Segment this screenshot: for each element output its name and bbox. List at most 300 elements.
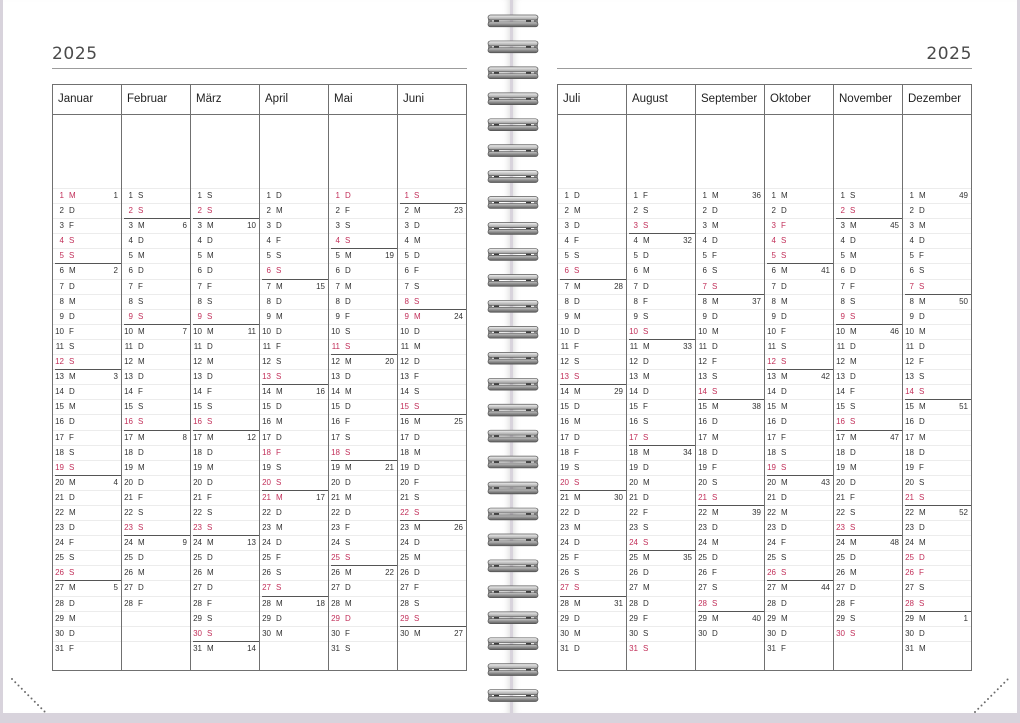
day-number: 18 xyxy=(124,447,133,457)
week-number: 36 xyxy=(752,191,761,200)
day-number: 6 xyxy=(266,266,271,276)
weekday-letter: D xyxy=(276,538,282,548)
day-row xyxy=(627,535,695,550)
day-number: 8 xyxy=(840,296,845,306)
day-row xyxy=(191,279,259,294)
weekday-letter: F xyxy=(414,372,419,382)
weekday-letter: S xyxy=(207,613,213,623)
day-row xyxy=(903,430,971,445)
day-row xyxy=(558,324,626,339)
weekday-letter: S xyxy=(850,296,856,306)
day-number: 26 xyxy=(698,568,707,578)
day-row xyxy=(53,550,121,565)
day-number: 17 xyxy=(400,432,409,442)
day-number: 23 xyxy=(331,523,340,533)
week-number: 32 xyxy=(683,236,692,246)
day-list xyxy=(53,188,121,656)
day-row xyxy=(329,188,397,203)
day-number: 13 xyxy=(560,372,569,382)
day-number: 4 xyxy=(59,236,64,246)
day-number: 30 xyxy=(262,628,271,638)
day-number: 20 xyxy=(400,477,409,487)
day-list xyxy=(696,188,764,656)
day-row xyxy=(398,611,466,626)
weekday-letter: M xyxy=(574,492,581,502)
day-number: 14 xyxy=(262,387,271,397)
day-row xyxy=(122,203,190,218)
weekday-letter: M xyxy=(414,236,421,246)
day-number: 18 xyxy=(262,447,271,457)
day-number: 26 xyxy=(560,568,569,578)
weekday-letter: S xyxy=(138,311,144,321)
day-number: 8 xyxy=(404,296,409,306)
day-number: 10 xyxy=(560,326,569,336)
day-row xyxy=(329,430,397,445)
day-number: 12 xyxy=(400,357,409,367)
day-row xyxy=(834,460,902,475)
day-row xyxy=(260,309,328,324)
day-row xyxy=(122,414,190,429)
day-row xyxy=(627,384,695,399)
day-row xyxy=(329,505,397,520)
day-number: 30 xyxy=(560,628,569,638)
weekday-letter: D xyxy=(414,462,420,472)
notes-area xyxy=(696,115,764,188)
day-row xyxy=(765,309,833,324)
weekday-letter: S xyxy=(850,311,856,321)
day-number: 6 xyxy=(128,266,133,276)
weekday-letter: S xyxy=(643,417,649,427)
day-row xyxy=(627,339,695,354)
weekday-letter: M xyxy=(414,206,421,216)
day-row xyxy=(398,430,466,445)
day-row xyxy=(903,445,971,460)
day-number: 21 xyxy=(331,492,340,502)
day-row xyxy=(765,188,833,203)
day-row xyxy=(191,354,259,369)
day-row xyxy=(558,339,626,354)
week-number: 51 xyxy=(959,402,968,412)
weekday-letter: F xyxy=(781,538,786,548)
day-number: 21 xyxy=(629,492,638,502)
day-number: 9 xyxy=(702,311,707,321)
day-number: 22 xyxy=(331,507,340,517)
week-number: 10 xyxy=(247,221,256,231)
day-row xyxy=(696,248,764,263)
day-row xyxy=(398,309,466,324)
day-row xyxy=(191,460,259,475)
day-row xyxy=(191,430,259,445)
month-header: Februar xyxy=(122,85,190,115)
day-number: 19 xyxy=(400,462,409,472)
day-number: 28 xyxy=(836,598,845,608)
day-number: 8 xyxy=(633,296,638,306)
weekday-letter: S xyxy=(276,372,282,382)
day-row xyxy=(398,248,466,263)
weekday-letter: S xyxy=(345,447,351,457)
day-row xyxy=(122,279,190,294)
day-number: 8 xyxy=(266,296,271,306)
day-row xyxy=(558,414,626,429)
day-row xyxy=(696,535,764,550)
day-number: 2 xyxy=(335,206,340,216)
weekday-letter: S xyxy=(919,387,925,397)
day-row xyxy=(191,475,259,490)
day-number: 10 xyxy=(400,326,409,336)
weekday-letter: M xyxy=(643,553,650,563)
weekday-letter: M xyxy=(138,462,145,472)
weekday-letter: D xyxy=(643,598,649,608)
weekday-letter: S xyxy=(643,538,649,548)
weekday-letter: M xyxy=(276,492,283,502)
weekday-letter: M xyxy=(345,568,352,578)
day-row xyxy=(834,430,902,445)
empty-row xyxy=(398,641,466,656)
weekday-letter: D xyxy=(712,628,718,638)
month-column-juni xyxy=(397,85,466,670)
day-row xyxy=(627,279,695,294)
week-number: 27 xyxy=(454,628,463,638)
day-row xyxy=(191,369,259,384)
weekday-letter: D xyxy=(781,311,787,321)
weekday-letter: D xyxy=(207,266,213,276)
day-row xyxy=(558,520,626,535)
day-row xyxy=(398,505,466,520)
day-row xyxy=(122,188,190,203)
day-number: 8 xyxy=(909,296,914,306)
day-number: 9 xyxy=(335,311,340,321)
day-number: 22 xyxy=(629,507,638,517)
day-row xyxy=(260,475,328,490)
day-number: 20 xyxy=(698,477,707,487)
day-number: 19 xyxy=(560,462,569,472)
day-row xyxy=(627,414,695,429)
day-row xyxy=(558,233,626,248)
weekday-letter: D xyxy=(69,387,75,397)
weekday-letter: D xyxy=(345,402,351,412)
weekday-letter: D xyxy=(345,613,351,623)
day-row xyxy=(398,324,466,339)
day-number: 11 xyxy=(124,341,133,351)
day-row xyxy=(260,430,328,445)
weekday-letter: M xyxy=(414,553,421,563)
week-number: 40 xyxy=(752,613,761,623)
half-year-calendar-table xyxy=(52,84,467,671)
day-number: 26 xyxy=(124,568,133,578)
day-number: 31 xyxy=(560,643,569,653)
weekday-letter: S xyxy=(138,523,144,533)
day-number: 25 xyxy=(262,553,271,563)
day-number: 15 xyxy=(55,402,64,412)
day-number: 8 xyxy=(335,296,340,306)
day-number: 12 xyxy=(767,357,776,367)
day-row xyxy=(834,535,902,550)
day-row xyxy=(53,324,121,339)
day-list xyxy=(834,188,902,656)
weekday-letter: D xyxy=(414,251,420,261)
weekday-letter: M xyxy=(414,628,421,638)
weekday-letter: M xyxy=(712,326,719,336)
weekday-letter: D xyxy=(207,236,213,246)
day-number: 1 xyxy=(404,191,409,200)
weekday-letter: S xyxy=(643,221,649,231)
weekday-letter: D xyxy=(414,432,420,442)
day-number: 14 xyxy=(560,387,569,397)
weekday-letter: M xyxy=(574,523,581,533)
day-row xyxy=(329,233,397,248)
weekday-letter: M xyxy=(69,477,76,487)
day-number: 26 xyxy=(836,568,845,578)
day-row xyxy=(191,611,259,626)
weekday-letter: F xyxy=(414,266,419,276)
weekday-letter: S xyxy=(276,266,282,276)
day-number: 7 xyxy=(59,281,64,291)
day-row xyxy=(558,626,626,641)
day-number: 12 xyxy=(905,357,914,367)
weekday-letter: D xyxy=(919,417,925,427)
week-number: 25 xyxy=(454,417,463,427)
day-row xyxy=(627,611,695,626)
day-row xyxy=(903,460,971,475)
weekday-letter: S xyxy=(138,417,144,427)
week-number: 18 xyxy=(316,598,325,608)
weekday-letter: D xyxy=(69,311,75,321)
week-number: 14 xyxy=(247,643,256,653)
day-row xyxy=(122,218,190,233)
day-row xyxy=(260,414,328,429)
empty-row xyxy=(260,641,328,656)
day-number: 14 xyxy=(905,387,914,397)
day-row xyxy=(122,490,190,505)
day-row xyxy=(627,218,695,233)
weekday-letter: D xyxy=(919,447,925,457)
weekday-letter: D xyxy=(207,583,213,593)
weekday-letter: M xyxy=(850,432,857,442)
day-row xyxy=(260,580,328,595)
week-number: 29 xyxy=(614,387,623,397)
weekday-letter: M xyxy=(345,492,352,502)
week-number: 31 xyxy=(614,598,623,608)
day-number: 3 xyxy=(197,221,202,231)
day-number: 22 xyxy=(560,507,569,517)
weekday-letter: M xyxy=(919,402,926,412)
weekday-letter: D xyxy=(345,372,351,382)
month-header: Juni xyxy=(398,85,466,115)
day-number: 4 xyxy=(633,236,638,246)
day-number: 19 xyxy=(193,462,202,472)
weekday-letter: S xyxy=(69,553,75,563)
month-column-september xyxy=(695,85,764,670)
weekday-letter: D xyxy=(414,538,420,548)
day-row xyxy=(558,505,626,520)
day-number: 20 xyxy=(836,477,845,487)
day-number: 15 xyxy=(836,402,845,412)
weekday-letter: S xyxy=(345,538,351,548)
day-number: 27 xyxy=(629,583,638,593)
weekday-letter: S xyxy=(919,477,925,487)
day-number: 30 xyxy=(193,628,202,638)
day-row xyxy=(53,248,121,263)
weekday-letter: M xyxy=(850,251,857,261)
weekday-letter: S xyxy=(574,477,580,487)
day-row xyxy=(260,399,328,414)
weekday-letter: D xyxy=(712,523,718,533)
day-list xyxy=(191,188,259,656)
day-row xyxy=(627,399,695,414)
weekday-letter: M xyxy=(574,311,581,321)
weekday-letter: M xyxy=(850,538,857,548)
month-header: Juli xyxy=(558,85,626,115)
weekday-letter: F xyxy=(781,326,786,336)
day-row xyxy=(834,445,902,460)
weekday-letter: M xyxy=(919,326,926,336)
weekday-letter: D xyxy=(919,206,925,216)
day-number: 10 xyxy=(331,326,340,336)
weekday-letter: S xyxy=(414,296,420,306)
day-number: 28 xyxy=(262,598,271,608)
day-number: 23 xyxy=(836,523,845,533)
day-number: 31 xyxy=(331,643,340,653)
day-row xyxy=(191,596,259,611)
day-number: 26 xyxy=(767,568,776,578)
weekday-letter: M xyxy=(919,432,926,442)
day-number: 5 xyxy=(128,251,133,261)
weekday-letter: F xyxy=(69,643,74,653)
day-list xyxy=(122,188,190,656)
day-number: 23 xyxy=(560,523,569,533)
week-number: 9 xyxy=(182,538,187,548)
day-row xyxy=(834,309,902,324)
week-number: 45 xyxy=(890,221,899,231)
day-number: 2 xyxy=(404,206,409,216)
day-row xyxy=(398,565,466,580)
day-row xyxy=(558,490,626,505)
weekday-letter: M xyxy=(69,296,76,306)
day-row xyxy=(53,430,121,445)
weekday-letter: D xyxy=(138,372,144,382)
weekday-letter: M xyxy=(276,281,283,291)
day-number: 12 xyxy=(629,357,638,367)
day-row xyxy=(398,596,466,611)
day-row xyxy=(903,279,971,294)
day-number: 26 xyxy=(400,568,409,578)
day-row xyxy=(765,641,833,656)
notes-area xyxy=(765,115,833,188)
weekday-letter: S xyxy=(345,221,351,231)
weekday-letter: F xyxy=(850,492,855,502)
day-number: 27 xyxy=(193,583,202,593)
weekday-letter: D xyxy=(919,236,925,246)
day-number: 21 xyxy=(560,492,569,502)
weekday-letter: M xyxy=(69,507,76,517)
weekday-letter: S xyxy=(919,492,925,502)
day-number: 17 xyxy=(560,432,569,442)
weekday-letter: D xyxy=(345,191,351,200)
day-row xyxy=(122,384,190,399)
notes-area xyxy=(627,115,695,188)
day-row xyxy=(903,248,971,263)
week-number: 42 xyxy=(821,372,830,382)
day-number: 2 xyxy=(771,206,776,216)
weekday-letter: D xyxy=(643,251,649,261)
day-row xyxy=(53,460,121,475)
day-number: 23 xyxy=(193,523,202,533)
day-row xyxy=(260,233,328,248)
month-column-februar xyxy=(121,85,190,670)
day-number: 19 xyxy=(698,462,707,472)
day-row xyxy=(53,475,121,490)
day-number: 28 xyxy=(124,598,133,608)
day-row xyxy=(53,580,121,595)
day-number: 17 xyxy=(55,432,64,442)
day-row xyxy=(627,460,695,475)
weekday-letter: F xyxy=(345,311,350,321)
day-row xyxy=(834,203,902,218)
day-row xyxy=(260,596,328,611)
weekday-letter: M xyxy=(850,221,857,231)
weekday-letter: F xyxy=(574,447,579,457)
day-row xyxy=(53,596,121,611)
day-number: 13 xyxy=(629,372,638,382)
day-number: 23 xyxy=(905,523,914,533)
day-number: 18 xyxy=(629,447,638,457)
day-row xyxy=(696,445,764,460)
weekday-letter: S xyxy=(207,402,213,412)
day-row xyxy=(329,535,397,550)
weekday-letter: S xyxy=(414,387,420,397)
day-number: 4 xyxy=(335,236,340,246)
weekday-letter: M xyxy=(414,417,421,427)
day-row xyxy=(558,475,626,490)
day-number: 30 xyxy=(629,628,638,638)
day-number: 9 xyxy=(771,311,776,321)
weekday-letter: D xyxy=(919,341,925,351)
day-number: 24 xyxy=(262,538,271,548)
day-number: 20 xyxy=(124,477,133,487)
day-number: 25 xyxy=(629,553,638,563)
day-row xyxy=(122,550,190,565)
day-number: 7 xyxy=(564,281,569,291)
day-row xyxy=(696,430,764,445)
day-number: 22 xyxy=(905,507,914,517)
day-number: 26 xyxy=(55,568,64,578)
weekday-letter: F xyxy=(643,402,648,412)
weekday-letter: M xyxy=(138,538,145,548)
day-row xyxy=(191,641,259,656)
weekday-letter: D xyxy=(574,613,580,623)
weekday-letter: S xyxy=(345,326,351,336)
day-number: 4 xyxy=(702,236,707,246)
day-list xyxy=(329,188,397,656)
weekday-letter: M xyxy=(207,643,214,653)
day-row xyxy=(558,550,626,565)
weekday-letter: S xyxy=(345,432,351,442)
day-row xyxy=(329,520,397,535)
weekday-letter: M xyxy=(919,643,926,653)
day-row xyxy=(191,550,259,565)
weekday-letter: S xyxy=(781,462,787,472)
weekday-letter: S xyxy=(345,341,351,351)
day-row xyxy=(903,626,971,641)
day-row xyxy=(260,188,328,203)
day-row xyxy=(398,218,466,233)
day-number: 10 xyxy=(124,326,133,336)
day-number: 8 xyxy=(59,296,64,306)
day-row xyxy=(696,611,764,626)
day-number: 16 xyxy=(560,417,569,427)
day-row xyxy=(765,369,833,384)
weekday-letter: M xyxy=(850,357,857,367)
